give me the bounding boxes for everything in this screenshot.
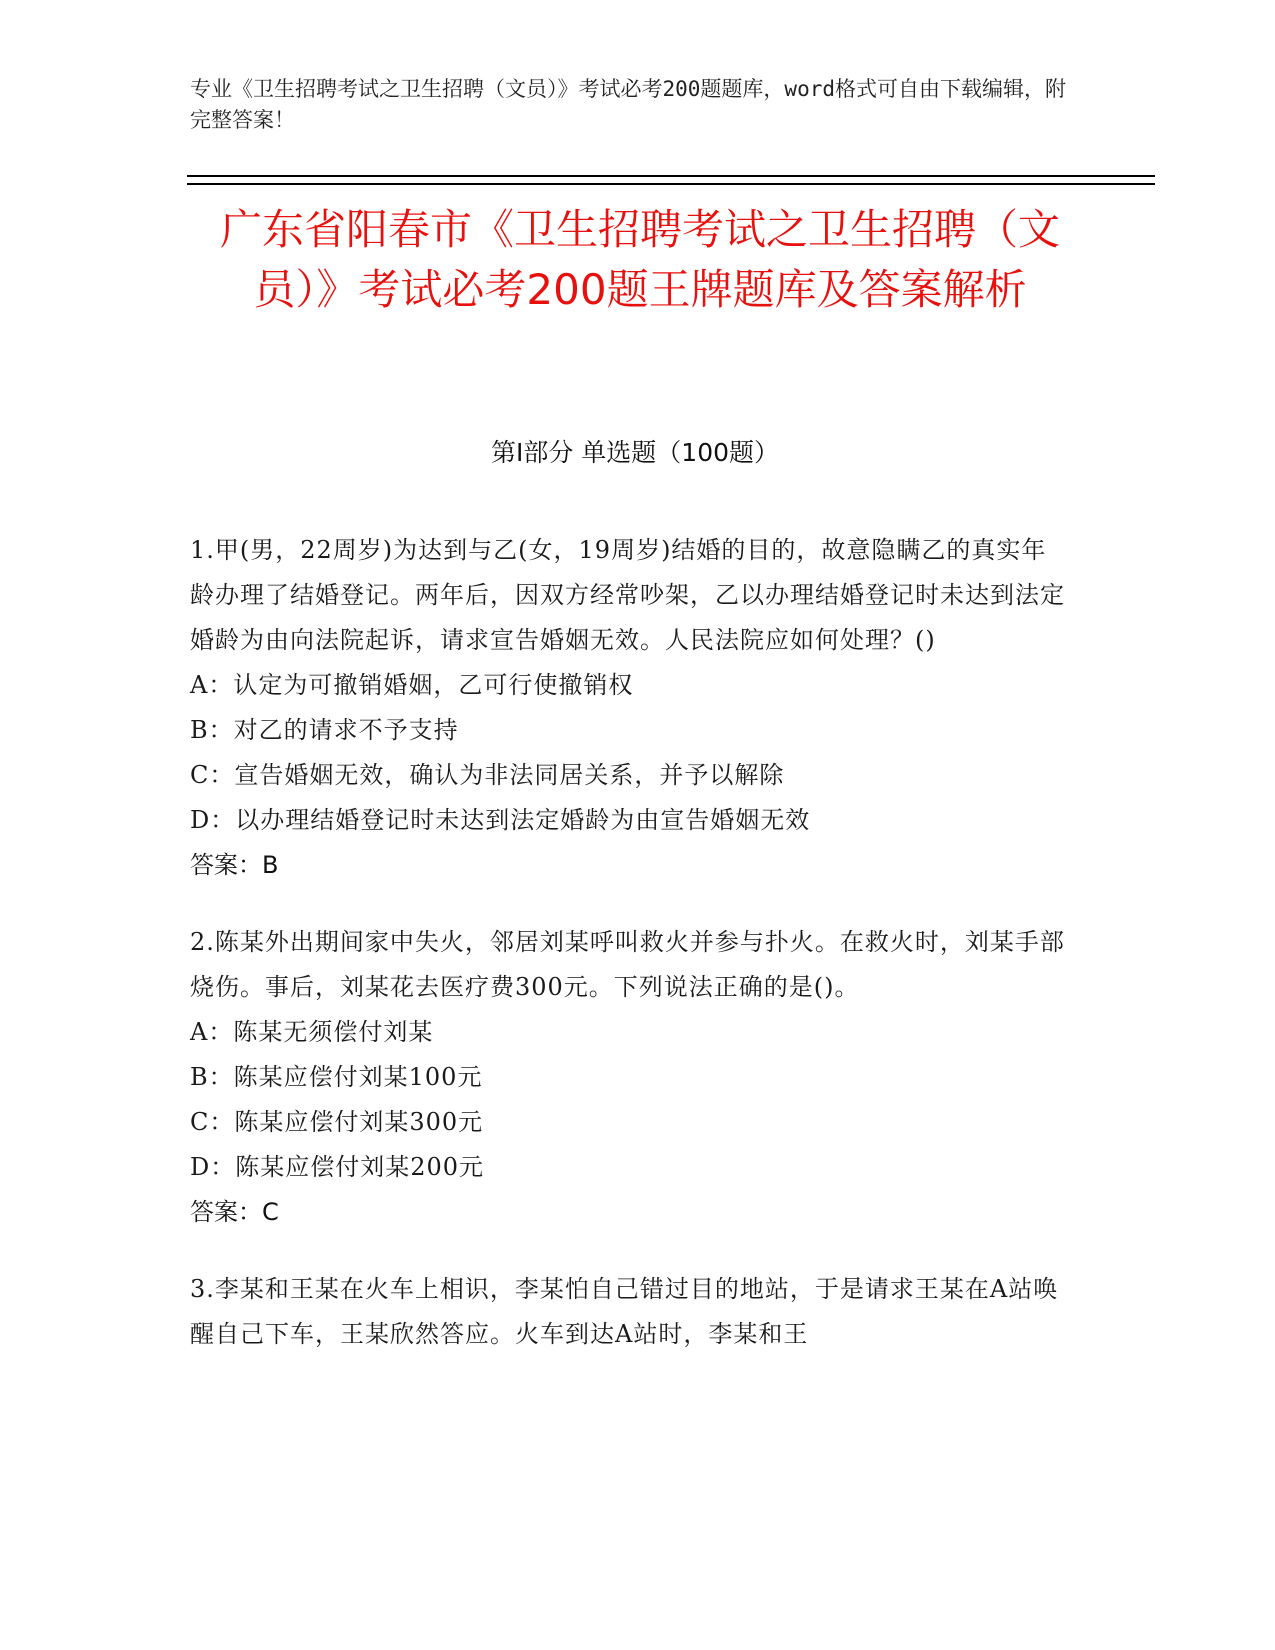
option-c: C：宣告婚姻无效，确认为非法同居关系，并予以解除 (190, 761, 785, 789)
question-stem: 2.陈某外出期间家中失火，邻居刘某呼叫救火并参与扑火。在救火时，刘某手部烧伤。事后，刘某花去医疗费300元。下列说法正确的是()。 (190, 928, 1065, 1001)
header-divider-top (187, 175, 1155, 177)
option-d: D：陈某应偿付刘某200元 (190, 1153, 485, 1181)
option-d: D：以办理结婚登记时未达到法定婚龄为由宣告婚姻无效 (190, 806, 811, 834)
question-list (190, 528, 1070, 1389)
option-a: A：陈某无须偿付刘某 (190, 1018, 434, 1046)
question-stem: 3.李某和王某在火车上相识，李某怕自己错过目的地站，于是请求王某在A站唤醒自己下车，王某欣然答应。火车到达A站时，李某和王 (190, 1275, 1059, 1348)
header-note: 专业《卫生招聘考试之卫生招聘（文员）》考试必考200题题库，word格式可自由下载编辑，附完整答案！ (190, 77, 1066, 132)
question-item (190, 1267, 1070, 1357)
option-b: B：陈某应偿付刘某100元 (190, 1063, 483, 1091)
header-divider-bottom (187, 183, 1155, 185)
option-c: C：陈某应偿付刘某300元 (190, 1108, 484, 1136)
question-item (190, 528, 1070, 888)
question-stem: 1.甲(男，22周岁)为达到与乙(女，19周岁)结婚的目的，故意隐瞒乙的真实年龄办理了结婚登记。两年后，因双方经常吵架，乙以办理结婚登记时未达到法定婚龄为由向法院起诉，请求宣告婚姻无效。人民法院应如何处理？() (190, 536, 1065, 654)
answer-line: 答案：B (190, 851, 279, 879)
option-a: A：认定为可撤销婚姻，乙可行使撤销权 (190, 671, 634, 699)
document-title: 广东省阳春市《卫生招聘考试之卫生招聘（文员）》考试必考200题王牌题库及答案解析 (219, 205, 1060, 314)
answer-line: 答案：C (190, 1198, 279, 1226)
question-item (190, 920, 1070, 1235)
section-heading: 第I部分 单选题（100题） (490, 438, 780, 467)
option-b: B：对乙的请求不予支持 (190, 716, 459, 744)
